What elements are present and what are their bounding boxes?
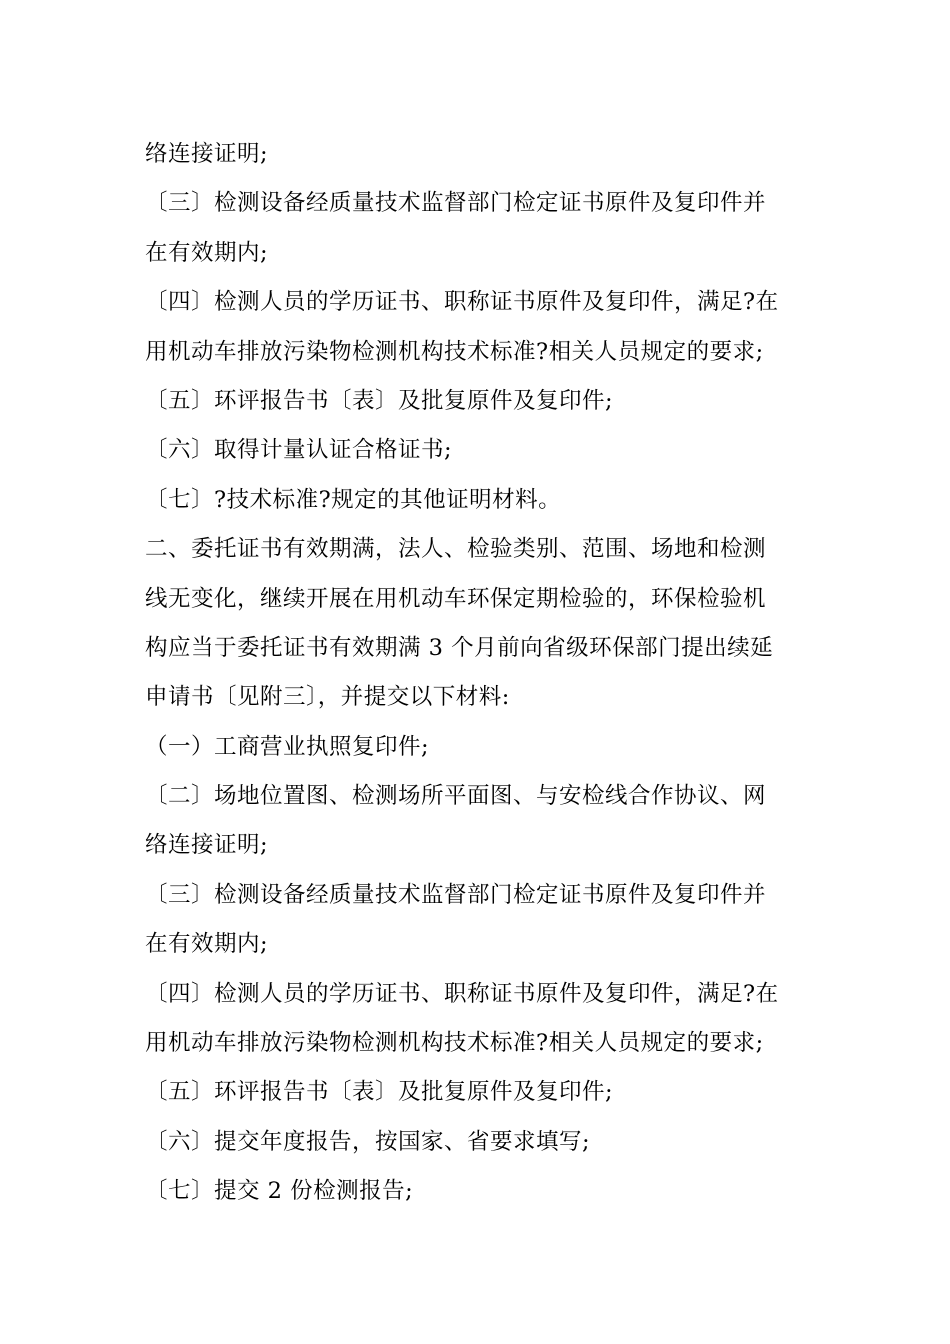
text-line: 〔二〕场地位置图、检测场所平面图、与安检线合作协议、网 bbox=[145, 783, 767, 810]
text-line: 〔三〕检测设备经质量技术监督部门检定证书原件及复印件并 bbox=[145, 190, 767, 217]
text-line: 用机动车排放污染物检测机构技术标准?相关人员规定的要求; bbox=[145, 1030, 764, 1057]
text-line: 线无变化，继续开展在用机动车环保定期检验的，环保检验机 bbox=[145, 585, 767, 612]
text-line: 〔四〕检测人员的学历证书、职称证书原件及复印件，满足?在 bbox=[145, 289, 779, 316]
document-body bbox=[145, 130, 810, 1217]
text-line: （一）工商营业执照复印件; bbox=[145, 733, 430, 760]
text-line: 〔六〕提交年度报告，按国家、省要求填写; bbox=[145, 1128, 591, 1155]
text-line: 络连接证明; bbox=[145, 141, 269, 167]
text-line: 〔五〕环评报告书〔表〕及批复原件及复印件; bbox=[145, 1079, 614, 1106]
text-line: 在有效期内; bbox=[145, 239, 269, 266]
text-line: 络连接证明; bbox=[145, 832, 269, 859]
text-line: 〔五〕环评报告书〔表〕及批复原件及复印件; bbox=[145, 387, 614, 414]
text-line: 〔六〕取得计量认证合格证书; bbox=[145, 437, 453, 464]
text-line: 〔四〕检测人员的学历证书、职称证书原件及复印件，满足?在 bbox=[145, 980, 779, 1007]
text-line: 〔七〕?技术标准?规定的其他证明材料。 bbox=[145, 486, 562, 513]
text-line: 〔七〕提交 2 份检测报告; bbox=[145, 1178, 414, 1205]
text-line: 在有效期内; bbox=[145, 931, 269, 958]
text-line: 用机动车排放污染物检测机构技术标准?相关人员规定的要求; bbox=[145, 338, 764, 365]
text-line: 〔三〕检测设备经质量技术监督部门检定证书原件及复印件并 bbox=[145, 881, 767, 908]
text-line: 申请书〔见附三〕，并提交以下材料: bbox=[145, 684, 510, 711]
text-line: 构应当于委托证书有效期满 3 个月前向省级环保部门提出续延 bbox=[145, 634, 774, 661]
text-line: 二、委托证书有效期满，法人、检验类别、范围、场地和检测 bbox=[145, 536, 767, 563]
